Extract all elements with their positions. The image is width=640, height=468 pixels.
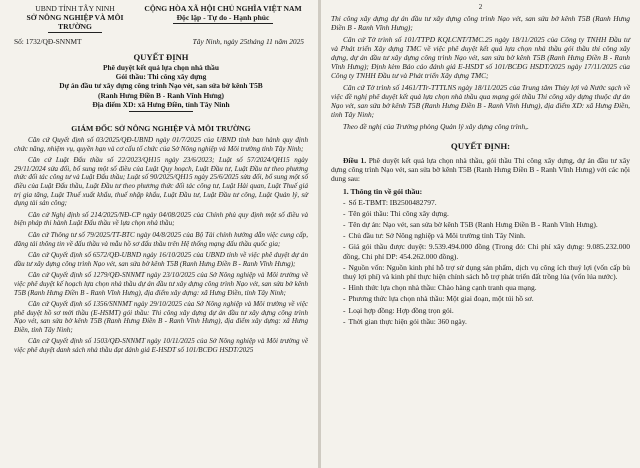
list-item-text: Giá gói thầu được duyệt: 9.539.494.000 đồng (Trong đó: Chi phí xây dựng: 9.085.232.000 đồng, Chi phí DP: 454.262.000 đồng). <box>343 242 630 261</box>
legal-basis-paragraph: Căn cứ Quyết định số 6572/QĐ-UBND ngày 16/10/2025 của UBND tỉnh về việc phê duyệt dự án đầu tư xây dựng công trình Nạo vét, san sửa bờ kênh T5B (Ranh Hưng Điền B - Ranh Vĩnh Hưng); <box>14 251 308 268</box>
title-underline <box>129 111 193 112</box>
legal-basis-paragraph: Căn cứ Tờ trình số 1461/TTr-TTTLNS ngày 18/11/2025 của Trung tâm Thủy lợi và Nước sạch về việc đề nghị phê duyệt kết quả lựa chọn nhà thầu qua mạng gói thầu Thi công xây dựng thuộc dự án Nạo vét, san sửa bờ kênh T5B (Ranh Hưng Điền B - Ranh Vĩnh Hưng), địa điểm XD: xã Hưng Điền, tỉnh Tây Ninh; <box>331 83 630 119</box>
document-page-1 <box>0 0 318 468</box>
legal-basis-paragraph: Căn cứ Quyết định số 03/2025/QĐ-UBND ngày 01/7/2025 của UBND tỉnh ban hành quy định chức năng, nhiệm vụ, quyền hạn và cơ cấu tổ chức của Sở Nông nghiệp và Môi trường tỉnh Tây Ninh; <box>14 136 308 153</box>
list-item-text: Thời gian thực hiện gói thầu: 360 ngày. <box>348 316 467 326</box>
national-motto <box>138 4 308 33</box>
list-item: - Tên dự án: Nạo vét, san sửa bờ kênh T5B (Ranh Hưng Điền B - Ranh Vĩnh Hưng). <box>343 220 598 230</box>
place-date: Tây Ninh, ngày 25tháng 11 năm 2025 <box>192 37 304 46</box>
proposal-paragraph: Theo đề nghị của Trưởng phòng Quản lý xây dựng công trình,. <box>343 122 529 131</box>
list-item: - Nguồn vốn: Nguồn kinh phí hỗ trợ sử dụng sản phẩm, dịch vụ công ích thuỷ lợi (vốn cấp bù thuỷ lợi phí) và kinh phí thực hiện chính sách hỗ trợ phát triển đất trồng lúa (vốn lúa nước). <box>343 262 630 282</box>
list-item: - Thời gian thực hiện gói thầu: 360 ngày. <box>343 316 467 326</box>
legal-basis-paragraph: Căn cứ Luật Đấu thầu số 22/2023/QH15 ngày 23/6/2023; Luật số 57/2024/QH15 ngày 29/11/2024 sửa đổi, bổ sung một số điều của Luật Quy hoạch, Luật Đầu tư, Luật Đầu tư theo phương thức đối tác công tư và Luật Đấu thầu; Luật số 90/2025/QH15 ngày 25/6/2025 sửa đổi, bổ sung một số điều của Luật Đấu thầu, Luật Đầu tư theo phương thức đối tác công tư, Luật Hải quan, Luật Thuế giá trị gia tăng, Luật Thuế xuất khẩu, thuế nhập khẩu, Luật Đầu tư, Luật Đầu tư công, Luật Quản lý, sử dụng tài sản công; <box>14 156 308 208</box>
issuer-title: GIÁM ĐỐC SỞ NÔNG NGHIỆP VÀ MÔI TRƯỜNG <box>71 124 251 134</box>
motto-underline <box>173 23 273 24</box>
legal-basis-paragraph: Căn cứ Thông tư số 79/2025/TT-BTC ngày 04/8/2025 của Bộ Tài chính hướng dẫn việc cung cấp, đăng tải thông tin về đấu thầu và mẫu hồ sơ đấu thầu trên Hệ thống mạng đấu thầu quốc gia; <box>14 230 308 248</box>
package-info-heading: 1. Thông tin về gói thầu: <box>343 186 423 196</box>
list-item: - Giá gói thầu được duyệt: 9.539.494.000 đồng (Trong đó: Chi phí xây dựng: 9.085.232.000 đồng, Chi phí DP: 454.262.000 đồng). <box>343 242 630 261</box>
document-number: Số: 1732/QĐ-SNNMT <box>14 37 82 46</box>
article-text: Phê duyệt kết quả lựa chọn nhà thầu, gói thầu Thi công xây dựng, dự án đầu tư xây dựng công trình Nạo vét, san sửa bờ kênh T5B (Ranh Hưng Điền B - Ranh Vĩnh Hưng) với các nội dung sau: <box>331 156 631 184</box>
issuing-agency <box>14 4 136 33</box>
list-item: - Hình thức lựa chọn nhà thầu: Chào hàng cạnh tranh qua mạng. <box>343 283 537 293</box>
nation-line-1: CỘNG HÒA XÃ HỘI CHỦ NGHĨA VIỆT NAM <box>144 4 302 13</box>
page-number: 2 <box>478 3 483 11</box>
list-item-text: Phương thức lựa chọn nhà thầu: Một giai đoạn, một túi hồ sơ. <box>348 294 534 304</box>
list-item-text: Chủ đầu tư: Sở Nông nghiệp và Môi trường tỉnh Tây Ninh. <box>348 231 526 241</box>
list-item: - Chủ đầu tư: Sở Nông nghiệp và Môi trường tỉnh Tây Ninh. <box>343 231 526 241</box>
legal-basis-paragraph: Căn cứ Quyết định số 1356/SNNMT ngày 29/10/2025 của Sở Nông nghiệp và Môi trường về việc phê duyệt hồ sơ mời thầu (E-HSMT) gói thầu: Thi công xây dựng dự án đầu tư xây dựng công trình Nạo vét, san sửa bờ kênh T5B (Ranh Hưng Điền B - Ranh Vĩnh Hưng), địa điểm xây dựng: xã Hưng Điền, tỉnh Tây Ninh; <box>14 300 308 334</box>
list-item-text: Tên gói thầu: Thi công xây dựng. <box>348 208 449 218</box>
number-date-row <box>14 37 308 46</box>
list-item-text: Loại hợp đồng: Hợp đồng trọn gói. <box>348 305 454 315</box>
document-type: QUYẾT ĐỊNH <box>133 52 189 62</box>
list-item-text: Tên dự án: Nạo vét, san sửa bờ kênh T5B (Ranh Hưng Điền B - Ranh Vĩnh Hưng). <box>348 220 598 230</box>
list-item-text: Nguồn vốn: Nguồn kinh phí hỗ trợ sử dụng sản phẩm, dịch vụ công ích thuỷ lợi (vốn cấp bù thuỷ lợi phí) và kinh phí thực hiện chính sách hỗ trợ phát triển đất trồng lúa (vốn lúa nước). <box>343 262 630 282</box>
subtitle-approval: Phê duyệt kết quả lựa chọn nhà thầu <box>103 63 219 72</box>
legal-basis-paragraph: Căn cứ Nghị định số 214/2025/NĐ-CP ngày 04/08/2025 của Chính phủ quy định một số điều và biện pháp thi hành Luật Đấu thầu về lựa chọn nhà thầu; <box>14 210 308 228</box>
decision-heading: QUYẾT ĐỊNH: <box>450 141 511 151</box>
legal-basis-paragraph: Căn cứ Tờ trình số 101/TTPD KQLCNT/TMC.25 ngày 18/11/2025 của Công ty TNHH Đầu tư và Phát triển Xây dựng TMC về việc phê duyệt kết quả lựa chọn nhà thầu gói thầu thi công xây dựng, dự án đầu tư xây dựng công trình Nạo vét, san sửa bờ kênh T5B (Ranh Hưng Điền B - Ranh Vĩnh Hưng); Định kèm Báo cáo đánh giá E-HSDT số 101/BCĐG HSDT/2025 ngày 17/11/2025 của Công ty TNHH Đầu tư và Phát triển Xây dựng TMC; <box>331 35 630 80</box>
list-item-text: Hình thức lựa chọn nhà thầu: Chào hàng cạnh tranh qua mạng. <box>348 283 537 293</box>
subtitle-package: Gói thầu: Thi công xây dựng <box>115 72 207 82</box>
agency-line-1: UBND TỈNH TÂY NINH <box>35 4 115 13</box>
agency-underline <box>48 32 102 33</box>
agency-line-2: SỞ NÔNG NGHIỆP VÀ MÔI TRƯỜNG <box>26 13 124 31</box>
list-item: - Loại hợp đồng: Hợp đồng trọn gói. <box>343 305 454 315</box>
list-item: - Tên gói thầu: Thi công xây dựng. <box>343 208 449 218</box>
list-item: - Phương thức lựa chọn nhà thầu: Một giai đoạn, một túi hồ sơ. <box>343 294 534 304</box>
subtitle-location: Địa điểm XD: xã Hưng Điền, tỉnh Tây Ninh <box>92 99 230 109</box>
subtitle-project: Dự án đầu tư xây dựng công trình Nạo vét, san sửa bờ kênh T5B <box>59 81 263 91</box>
article-label: Điều 1. <box>343 156 367 165</box>
list-item: - Số E-TBMT: IB2500482797. <box>343 197 437 207</box>
list-item-text: Số E-TBMT: IB2500482797. <box>348 197 437 207</box>
legal-basis-paragraph: Thi công xây dựng dự án đầu tư xây dựng công trình Nạo vét, san sửa bờ kênh T5B (Ranh Hưng Điền B - Ranh Vĩnh Hưng); <box>331 14 630 32</box>
document-header <box>14 4 308 33</box>
nation-line-2: Độc lập - Tự do - Hạnh phúc <box>176 13 270 22</box>
article-1 <box>331 156 630 184</box>
legal-basis-paragraph: Căn cứ Quyết định số 1503/QĐ-SNNMT ngày 10/11/2025 của Sở Nông nghiệp và Môi trường về việc phê duyệt danh sách nhà thầu đạt đánh giá E-HSDT số 101/BCĐG HSDT/2025 <box>14 337 308 355</box>
legal-basis-paragraph: Căn cứ Quyết định số 1279/QĐ-SNNMT ngày 23/10/2025 của Sở Nông nghiệp và Môi trường về việc phê duyệt kế hoạch lựa chọn nhà thầu dự án đầu tư xây dựng công trình Nạo vét, san sửa bờ kênh T5B (Ranh Hưng Điền B - Ranh Vĩnh Hưng), địa điểm xây dựng: xã Hưng Điền, tỉnh Tây Ninh; <box>14 271 308 297</box>
subtitle-range: (Ranh Hưng Điền B - Ranh Vĩnh Hưng) <box>98 90 224 100</box>
document-page-2 <box>321 0 640 468</box>
